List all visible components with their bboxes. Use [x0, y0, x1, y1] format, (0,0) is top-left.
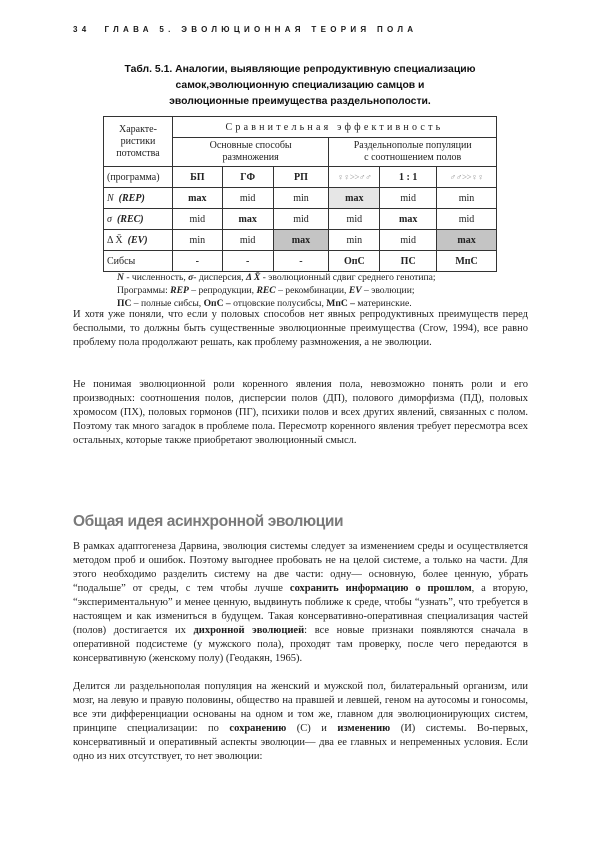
row-label: [104, 188, 173, 209]
row-label: Сибсы: [104, 251, 173, 272]
legend-term: σ: [188, 272, 194, 283]
group-header-line: Основные способы: [209, 140, 292, 151]
corner-line-2: ристики: [120, 135, 156, 147]
legend-text: - эволюционный сдвиг среднего генотипа;: [260, 272, 436, 283]
table-cell-highlight: max: [437, 230, 497, 251]
table-cell: max: [380, 209, 437, 230]
program-row: [104, 167, 497, 188]
table-row: [104, 188, 497, 209]
table-cell: МпС: [437, 251, 497, 272]
table-cell: min: [437, 188, 497, 209]
legend-term: ПС: [117, 298, 132, 309]
paragraph-text: (И) системы. Во-первых, консервативный и оперативный аспекты эволюции— два ее главных и непременных условия. Если одно из них отсутствует, то нет эволюции:: [73, 723, 529, 762]
group-header-line: с соотношением полов: [364, 152, 462, 163]
table-row: [104, 230, 497, 251]
paragraph-text: (С) и: [286, 723, 338, 734]
corner-line-1: Характе-: [118, 123, 157, 135]
paragraph-text: В рамках адаптогенеза Дарвина, эволюция системы следует за изменением среды и осуществляется методом проб и ошибок. Поэтому выгоднее пробовать не на целой системе, а только на части. Для этого необходимо разделить систему на две части: одну— основную, более ценную, убрать “подальше” от среды, с тем чтобы лучше: [73, 541, 528, 594]
group-header-line: Раздельнополые популяции: [353, 140, 472, 151]
table-cell: -: [222, 251, 273, 272]
column-header-female-dominant: ♀♀>>♂♂: [329, 167, 380, 188]
column-header: РП: [273, 167, 329, 188]
chapter-title: ГЛАВА 5. ЭВОЛЮЦИОННАЯ ТЕОРИЯ ПОЛА: [104, 25, 418, 34]
legend-text: – эволюции;: [361, 285, 415, 296]
emphasis-text: сохранению: [229, 723, 287, 734]
table-cell: mid: [172, 209, 222, 230]
row-label-program: (REC): [116, 213, 144, 225]
legend-text: - дисперсия,: [193, 272, 246, 283]
legend-line-2: [117, 284, 436, 297]
table-cell: ПС: [380, 251, 437, 272]
paragraph-2: Не понимая эволюционной роли коренного явления пола, невозможно понять роли и его производных: соотношения полов, дисперсии полов (ДП), полового диморфизма (ПД), половых хромосом (ПХ), половых гормонов (ПГ), психики полов и всех других явлений, связанных с полом. Поэтому так много загадок в проблеме пола. Пересмотр коренного явления требует пересмотра всех остальных, которые также приобретают эволюционный смысл.: [73, 379, 528, 446]
page-number: 34: [73, 25, 91, 34]
paragraph-text: : все новые признаки появляются сначала в оперативной подсистеме (у мужского пола), проходят там проверку, после чего передаются в консервативную (женскому полу) (Геодакян, 1965).: [73, 625, 529, 664]
legend-term: ОпС –: [203, 298, 231, 309]
column-header: 1 : 1: [380, 167, 437, 188]
legend-text: – репродукции,: [188, 285, 257, 296]
table-caption: [100, 62, 500, 110]
row-label-symbol: Δ X̄: [107, 234, 123, 246]
corner-line-3: потомства: [116, 147, 160, 159]
legend-text: – полные сибсы,: [131, 298, 204, 309]
row-label: [104, 230, 173, 251]
section-heading: Общая идея асинхронной эволюции: [73, 513, 344, 530]
legend-term: REC: [256, 285, 276, 296]
comparison-table: [103, 116, 497, 272]
row-label-symbol: N: [107, 192, 114, 204]
table-cell: mid: [329, 209, 380, 230]
table-cell: max: [172, 188, 222, 209]
legend-line-1: [117, 271, 436, 284]
table-cell-highlight: max: [329, 188, 380, 209]
table-cell-highlight: max: [273, 230, 329, 251]
legend-term: N: [117, 272, 124, 283]
row-label: (программа): [104, 167, 173, 188]
column-header: ГФ: [222, 167, 273, 188]
paragraph-text: Делится ли раздельнополая популяция на женский и мужской пол, билатеральный организм, или мозг, на левую и правую половины, общество на правшей и левшей, геном на аутосомы и гоносомы, все эти дифференциации основаны на одном и том же, главном для эволюционирующих систем, принципе специализации: по: [73, 681, 528, 734]
legend-term: REP: [170, 285, 189, 296]
table-cell: mid: [380, 230, 437, 251]
legend-text: Программы:: [117, 285, 171, 296]
legend-text: - численность,: [123, 272, 189, 283]
table-cell: mid: [273, 209, 329, 230]
table-cell: mid: [380, 188, 437, 209]
legend-term: МпС –: [326, 298, 355, 309]
table-cell: -: [172, 251, 222, 272]
legend-term: EV: [348, 285, 362, 296]
paragraph-text: , а вторую, “экспериментальную” и менее ценную, выдвинуть поближе к среде, чтобы “узнать”, что требуется в настоящем и как измениться в будущем. Такая консервативно-оперативная специализация частей (полов) достигается их: [73, 583, 528, 636]
paragraph-4: [73, 680, 528, 764]
group-header-reproduction: [172, 138, 328, 167]
column-header-male-dominant: ♂♂>>♀♀: [437, 167, 497, 188]
group-header-populations: [329, 138, 497, 167]
emphasis-text: изменению: [337, 723, 391, 734]
legend-text: – рекомбинации,: [275, 285, 349, 296]
table-cell: min: [329, 230, 380, 251]
caption-line-3: эволюционные преимущества раздельнополости.: [169, 96, 431, 107]
legend-text: отцовские полусибсы,: [230, 298, 327, 309]
paragraph-3: [73, 540, 528, 666]
table-cell: min: [273, 188, 329, 209]
table-row: [104, 209, 497, 230]
table-cell: -: [273, 251, 329, 272]
corner-header: [104, 117, 173, 167]
caption-line-1: Табл. 5.1. Аналогии, выявляющие репродуктивную специализацию: [124, 64, 476, 75]
row-label-program: (EV): [127, 234, 148, 246]
table-cell: max: [222, 209, 273, 230]
table-cell: mid: [437, 209, 497, 230]
table-cell: mid: [222, 230, 273, 251]
legend-term: Δ X̄: [245, 272, 261, 283]
row-label: [104, 209, 173, 230]
column-header: БП: [172, 167, 222, 188]
table-cell: mid: [222, 188, 273, 209]
emphasis-text: сохранить информацию о прошлом: [289, 583, 472, 594]
running-head: [73, 25, 417, 34]
table-legend: [117, 271, 436, 310]
row-label-symbol: σ: [107, 213, 112, 225]
legend-text: материнские.: [354, 298, 412, 309]
top-header: Сравнительная эффективность: [172, 117, 496, 138]
table-cell: min: [172, 230, 222, 251]
paragraph-1: И хотя уже поняли, что если у половых способов нет явных репродуктивных преимуществ перед бесполыми, то должны быть существенные эволюционные преимущества (Crow, 1994), все равно проблему пола продолжают решать, как проблему размножения, а не эволюции.: [73, 309, 528, 348]
emphasis-text: дихронной эволюцией: [193, 625, 305, 636]
row-label-program: (REP): [118, 192, 145, 204]
table-row: [104, 251, 497, 272]
table-cell: ОпС: [329, 251, 380, 272]
caption-line-2: самок,эволюционную специализацию самцов и: [175, 80, 425, 91]
group-header-line: размножения: [222, 152, 279, 163]
